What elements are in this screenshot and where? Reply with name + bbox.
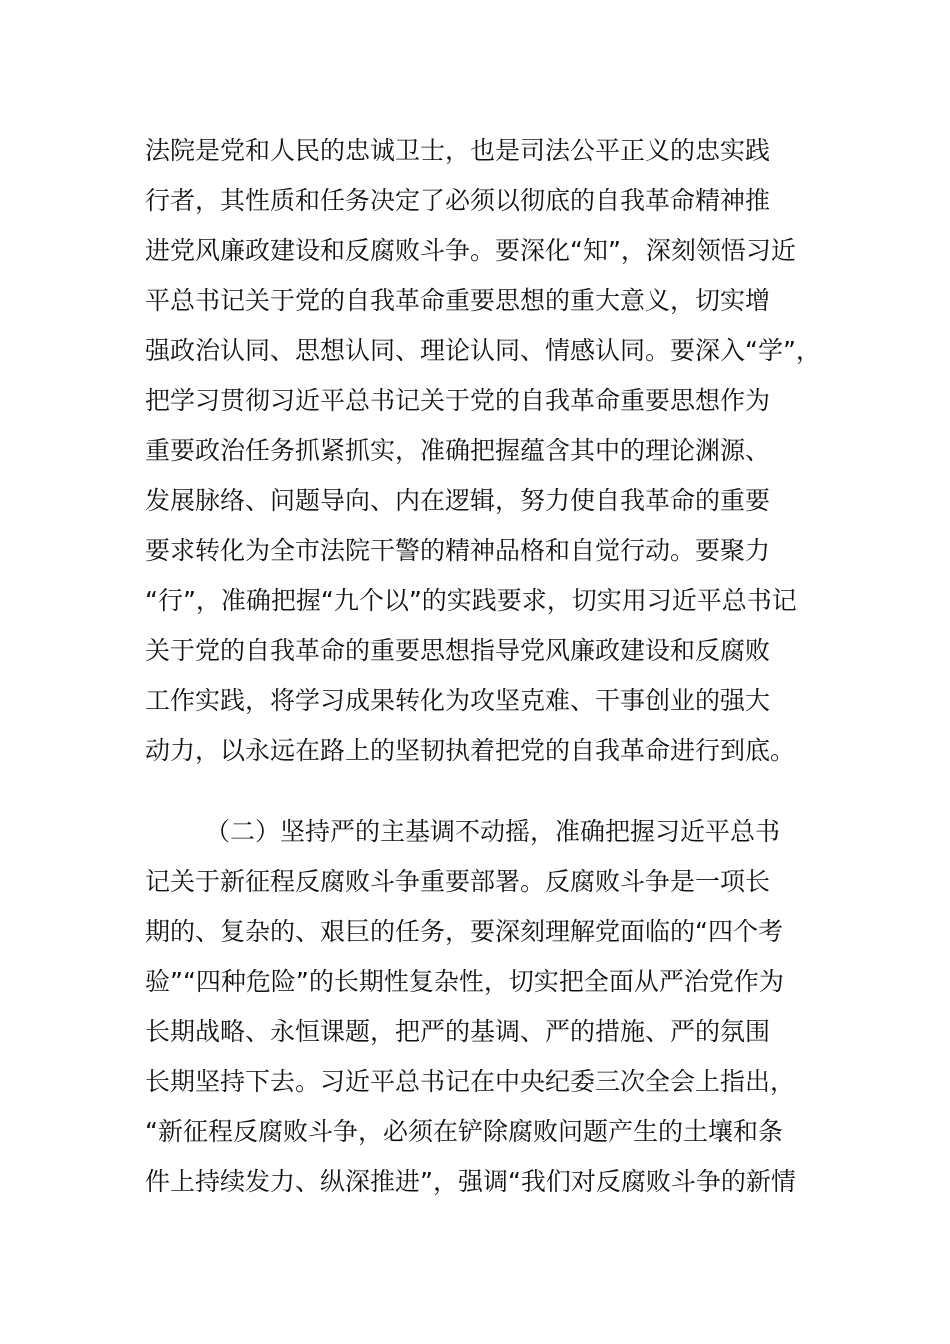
paragraph-1-line: 发展脉络、问题导向、内在逻辑，努力使自我革命的重要 xyxy=(145,486,771,515)
paragraph-2 xyxy=(145,807,825,1207)
paragraph-1-line: 关于党的自我革命的重要思想指导党风廉政建设和反腐败 xyxy=(145,636,771,665)
paragraph-2-line: 记关于新征程反腐败斗争重要部署。反腐败斗争是一项长 xyxy=(145,867,771,896)
paragraph-1-line: 工作实践，将学习成果转化为攻坚克难、干事创业的强大 xyxy=(145,686,771,715)
paragraph-1-line: 行者，其性质和任务决定了必须以彻底的自我革命精神推 xyxy=(145,186,771,215)
paragraph-1-line: “行”，准确把握“九个以”的实践要求，切实用习近平总书记 xyxy=(145,586,797,615)
paragraph-1-line: 强政治认同、思想认同、理论认同、情感认同。要深入“学”， xyxy=(145,336,821,365)
paragraph-1-line: 把学习贯彻习近平总书记关于党的自我革命重要思想作为 xyxy=(145,386,771,415)
paragraph-2-line: 验”“四种危险”的长期性复杂性，切实把全面从严治党作为 xyxy=(145,967,784,996)
paragraph-2-heading-line: （二）坚持严的主基调不动摇，准确把握习近平总书 xyxy=(205,817,781,846)
paragraph-2-line: 长期战略、永恒课题，把严的基调、严的措施、严的氛围 xyxy=(145,1017,771,1046)
paragraph-1-line: 进党风廉政建设和反腐败斗争。要深化“知”，深刻领悟习近 xyxy=(145,236,796,265)
paragraph-1-line: 法院是党和人民的忠诚卫士，也是司法公平正义的忠实践 xyxy=(145,136,771,165)
paragraph-1-line: 重要政治任务抓紧抓实，准确把握蕴含其中的理论渊源、 xyxy=(145,436,771,465)
paragraph-2-line: 期的、复杂的、艰巨的任务，要深刻理解党面临的“四个考 xyxy=(145,917,783,946)
paragraph-1 xyxy=(145,126,825,776)
paragraph-2-line: 长期坚持下去。习近平总书记在中央纪委三次全会上指出， xyxy=(145,1067,796,1096)
paragraph-1-line: 平总书记关于党的自我革命重要思想的重大意义，切实增 xyxy=(145,286,771,315)
paragraph-1-line: 要求转化为全市法院干警的精神品格和自觉行动。要聚力 xyxy=(145,536,771,565)
paragraph-1-line: 动力，以永远在路上的坚韧执着把党的自我革命进行到底。 xyxy=(145,736,796,765)
paragraph-2-line: “新征程反腐败斗争，必须在铲除腐败问题产生的土壤和条 xyxy=(145,1117,783,1146)
paragraph-2-line: 件上持续发力、纵深推进”，强调“我们对反腐败斗争的新情 xyxy=(145,1167,796,1196)
